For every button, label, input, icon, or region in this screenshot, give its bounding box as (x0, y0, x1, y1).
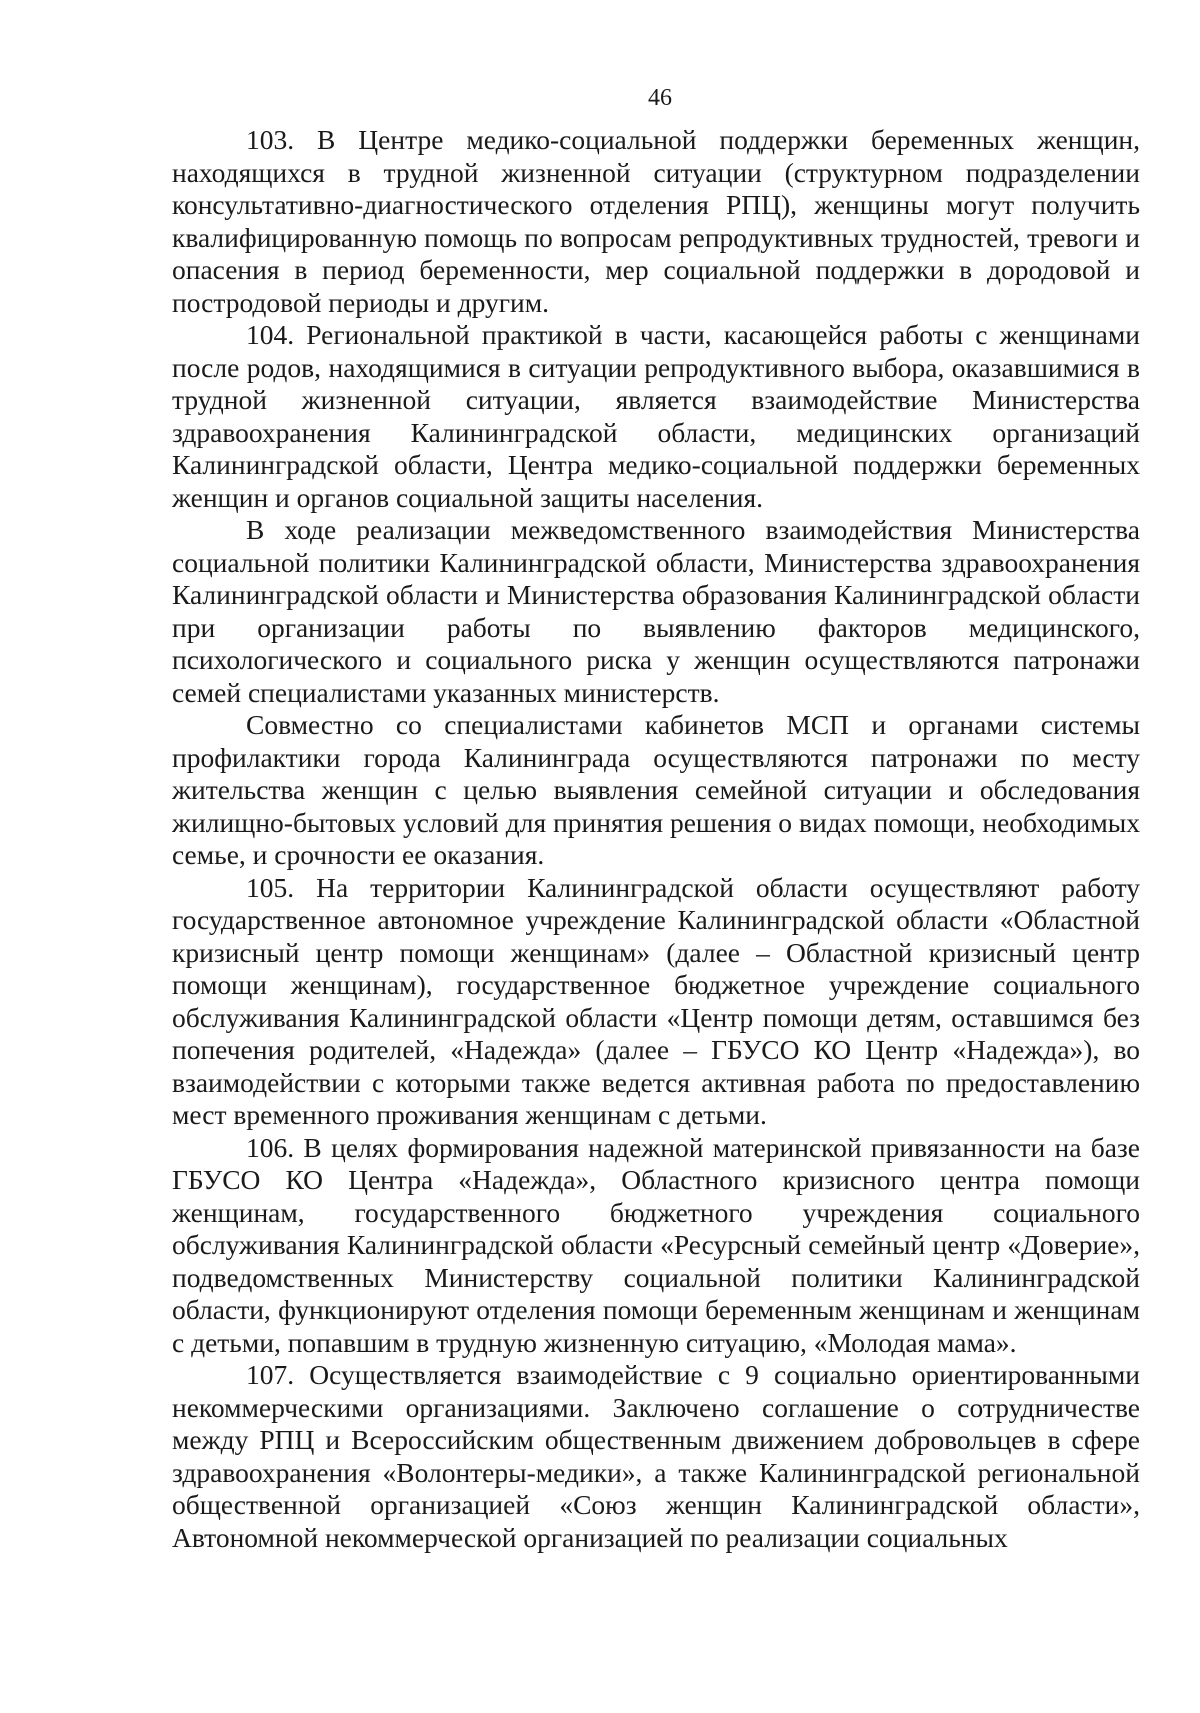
paragraph-107: 107. Осуществляется взаимодействие с 9 социально ориентированными некоммерческими организациями. Заключено соглашение о сотрудничестве между РПЦ и Всероссийским общественным движением добровольцев в сфере здравоохранения «Волонтеры-медики», а также Калининградской региональной общественной организацией «Союз женщин Калининградской области», Автономной некоммерческой организацией по реализации социальных (172, 1359, 1140, 1553)
paragraph-103: 103. В Центре медико-социальной поддержки беременных женщин, находящихся в трудной жизненной ситуации (структурном подразделении консультативно-диагностического отделения РПЦ), женщины могут получить квалифицированную помощь по вопросам репродуктивных трудностей, тревоги и опасения в период беременности, мер социальной поддержки в дородовой и постродовой периоды и другим. (172, 124, 1140, 318)
paragraph-104: 104. Региональной практикой в части, касающейся работы с женщинами после родов, находящимися в ситуации репродуктивного выбора, оказавшимися в трудной жизненной ситуации, является взаимодействие Министерства здравоохранения Калининградской области, медицинских организаций Калининградской области, Центра медико-социальной поддержки беременных женщин и органов социальной защиты населения. (172, 319, 1140, 513)
document-body (172, 124, 1140, 1554)
paragraph-105: 105. На территории Калининградской области осуществляют работу государственное автономное учреждение Калининградской области «Областной кризисный центр помощи женщинам» (далее – Областной кризисный центр помощи женщинам), государственное бюджетное учреждение социального обслуживания Калининградской области «Центр помощи детям, оставшимся без попечения родителей, «Надежда» (далее – ГБУСО КО Центр «Надежда»), во взаимодействии с которыми также ведется активная работа по предоставлению мест временного проживания женщинам с детьми. (172, 871, 1140, 1130)
paragraph-home-visits: Совместно со специалистами кабинетов МСП и органами системы профилактики города Калининграда осуществляются патронажи по месту жительства женщин с целью выявления семейной ситуации и обследования жилищно-бытовых условий для принятия решения о видах помощи, необходимых семье, и срочности ее оказания. (172, 709, 1140, 870)
paragraph-interagency-interaction: В ходе реализации межведомственного взаимодействия Министерства социальной политики Калининградской области, Министерства здравоохранения Калининградской области и Министерства образования Калининградской области при организации работы по выявлению факторов медицинского, психологического и социального риска у женщин осуществляются патронажи семей специалистами указанных министерств. (172, 514, 1140, 708)
paragraph-106: 106. В целях формирования надежной материнской привязанности на базе ГБУСО КО Центра «Надежда», Областного кризисного центра помощи женщинам, государственного бюджетного учреждения социального обслуживания Калининградской области «Ресурсный семейный центр «Доверие», подведомственных Министерству социальной политики Калининградской области, функционируют отделения помощи беременным женщинам и женщинам с детьми, попавшим в трудную жизненную ситуацию, «Молодая мама». (172, 1131, 1140, 1358)
page-number: 46 (648, 85, 672, 111)
